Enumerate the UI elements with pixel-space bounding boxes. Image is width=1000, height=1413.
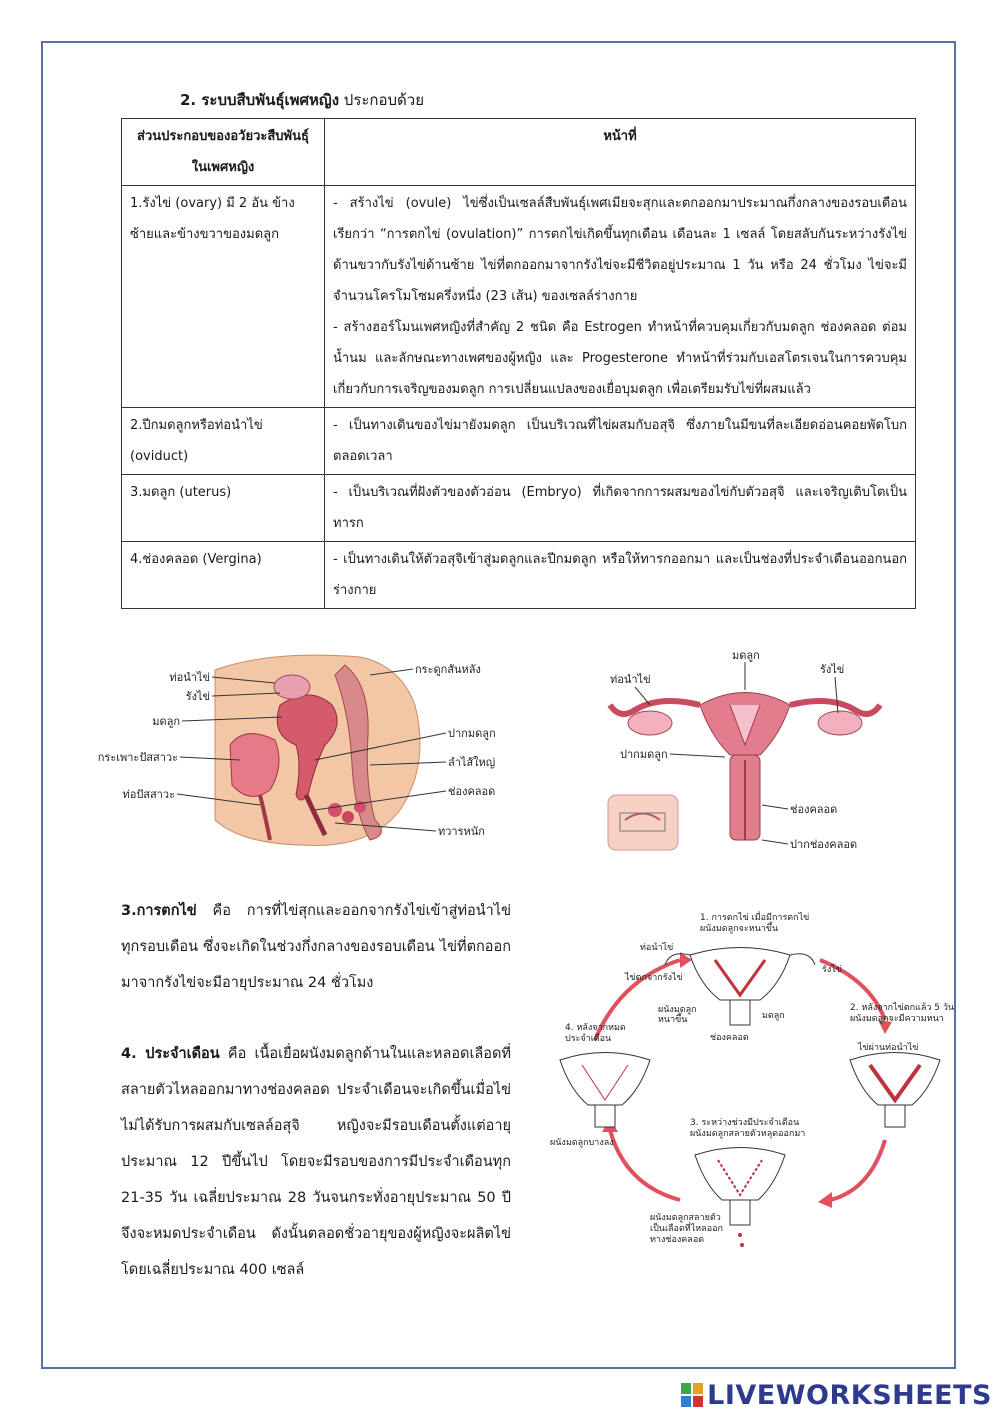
liveworksheets-logo (681, 1380, 992, 1411)
step-1-sub: ผนังมดลูกจะหนาขึ้น (700, 924, 779, 934)
ovulation-paragraph (121, 893, 511, 1001)
menstruation-body: คือ เนื้อเยื่อผนังมดลูกด้านในและหลอดเลือดที่สลายตัวไหลออกมาทางช่องคลอด ประจำเดือนจะเกิดขึ้นเมื่อไข่ไม่ได้รับการผสมกับเซลล์อสุจิ หญิงจะมีรอบเดือนตั้งแต่อายุประมาณ 12 ปีขึ้นไป โดยจะมีรอบของการมีประจำเดือนทุก 21-35 วัน เฉลี่ยประมาณ 28 วันจนกระทั่งอายุประมาณ 50 ปี จึงจะหมดประจำเดือน ดังนั้นตลอดชั่วอายุของผู้หญิงจะผลิตไข่โดยเฉลี่ยประมาณ 400 เซลล์ (121, 1046, 511, 1278)
menstruation-paragraph (121, 1036, 511, 1288)
section-title (180, 88, 424, 112)
table-row (122, 408, 916, 475)
label-shed-3: ทางช่องคลอด (650, 1235, 705, 1245)
section-title-rest: ประกอบด้วย (339, 91, 424, 109)
step-3-title: 3. ระหว่างช่วงมีประจำเดือน (690, 1118, 800, 1128)
organ-table (121, 118, 916, 609)
label-oviduct-front: ท่อนำไข่ (610, 673, 651, 686)
label-wall-thick: ผนังมดลูก (658, 1005, 697, 1015)
label-urethra: ท่อปัสสาวะ (122, 788, 175, 801)
row-detail (325, 475, 916, 542)
detail-paragraph: - เป็นบริเวณที่ฝังตัวของตัวอ่อน (Embryo) ที่เกิดจากการผสมของไข่กับตัวอสุจิ และเจริญเติบโตเป็นทารก (333, 485, 907, 531)
ovulation-body: คือ การที่ไข่สุกและออกจากรังไข่เข้าสู่ท่อนำไข่ทุกรอบเดือน ซึ่งจะเกิดในช่วงกึ่งกลางของรอบเดือน ไข่ที่ตกออกมาจากรังไข่จะมีอายุประมาณ 24 ชั่วโมง (121, 903, 511, 991)
uterus-stage-4 (560, 1053, 650, 1128)
label-vagina: ช่องคลอด (448, 785, 496, 798)
label-uterus: มดลูก (152, 715, 180, 728)
step-1-title: 1. การตกไข่ เมื่อมีการตกไข่ (700, 913, 810, 923)
label-cervix: ปากมดลูก (448, 727, 496, 740)
row-part: 3.มดลูก (uterus) (122, 475, 325, 542)
menstrual-cycle-diagram (540, 900, 960, 1270)
table-header-row (122, 119, 916, 186)
row-detail (325, 408, 916, 475)
label-cycle-uterus: มดลูก (762, 1011, 785, 1021)
label-cervix-front: ปากมดลูก (620, 748, 668, 761)
label-shed-1: ผนังมดลูกสลายตัว (650, 1213, 721, 1223)
row-detail (325, 542, 916, 609)
section-title-number: 2. ระบบสืบพันธุ์เพศหญิง (180, 91, 340, 109)
step-3-sub: ผนังมดลูกสลายตัวหลุดออกมา (690, 1129, 806, 1139)
label-wall-thin: ผนังมดลูกบางลง (550, 1138, 614, 1148)
label-cycle-oviduct: ท่อนำไข่ (640, 943, 674, 953)
menstruation-title: 4. ประจำเดือน (121, 1046, 220, 1062)
label-oviduct: ท่อนำไข่ (169, 671, 210, 684)
row-part: 4.ช่องคลอด (Vergina) (122, 542, 325, 609)
detail-paragraph: - สร้างไข่ (ovule) ไข่ซึ่งเป็นเซลล์สืบพันธุ์เพศเมียจะสุกและตกออกมาประมาณกึ่งกลางของรอบเดือนเรียกว่า “การตกไข่ (ovulation)” การตกไข่เกิดขึ้นทุกเดือน เดือนละ 1 เซลล์ โดยสลับกันระหว่างรังไข่ด้านขวากับรังไข่ด้านซ้าย ไข่ที่ตกออกมาจากรังไข่จะมีชีวิตอยู่ประมาณ 1 วัน หรือ 24 ชั่วโมง ไข่จะมีจำนวนโครโมโซมครึ่งหนึ่ง (23 เส้น) ของเซลล์ร่างกาย (333, 196, 907, 304)
label-anus: ทวารหนัก (438, 825, 485, 838)
label-ovary-front: รังไข่ (820, 663, 845, 676)
label-egg-to-tube: ไข่ผ่านท่อนำไข่ (858, 1043, 919, 1053)
label-cycle-ovary: รังไข่ (822, 965, 842, 975)
label-vaginal-opening: ปากช่องคลอด (790, 838, 858, 851)
header-part: ส่วนประกอบของอวัยวะสืบพันธุ์ในเพศหญิง (122, 119, 325, 186)
step-4-title: 4. หลังจากหมด (565, 1023, 626, 1033)
label-ovary: รังไข่ (185, 690, 210, 703)
header-function: หน้าที่ (325, 119, 916, 186)
label-egg-release: ไข่ตกจากรังไข่ (625, 973, 683, 983)
detail-paragraph: - เป็นทางเดินของไข่มายังมดลูก เป็นบริเวณที่ไข่ผสมกับอสุจิ ซึ่งภายในมีขนที่ละเอียดอ่อนคอยพัดโบกตลอดเวลา (333, 418, 907, 464)
label-tailbone: กระดูกสันหลัง (415, 663, 481, 676)
sagittal-anatomy-diagram (70, 645, 530, 855)
label-bladder: กระเพาะปัสสาวะ (97, 751, 178, 764)
label-cycle-vagina: ช่องคลอด (710, 1033, 749, 1043)
label-wall-thick-2: หนาขึ้น (658, 1015, 688, 1025)
logo-mark-icon (681, 1383, 703, 1407)
table-row (122, 542, 916, 609)
row-part: 1.รังไข่ (ovary) มี 2 อัน ข้างซ้ายและข้างขวาของมดลูก (122, 186, 325, 408)
step-4-sub: ประจำเดือน (565, 1034, 612, 1044)
step-2-title: 2. หลังจากไข่ตกแล้ว 5 วัน (850, 1003, 955, 1013)
table-row (122, 475, 916, 542)
ovulation-title: 3.การตกไข่ (121, 903, 197, 919)
uterus-stage-2 (850, 1053, 940, 1128)
row-detail (325, 186, 916, 408)
step-2-sub: ผนังมดลูกจะมีความหนา (850, 1014, 944, 1024)
row-part: 2.ปีกมดลูกหรือท่อนำไข่ (oviduct) (122, 408, 325, 475)
logo-text: LIVEWORKSHEETS (707, 1380, 992, 1411)
detail-paragraph: - สร้างฮอร์โมนเพศหญิงที่สำคัญ 2 ชนิด คือ Estrogen ทำหน้าที่ควบคุมเกี่ยวกับมดลูก ช่องคลอด ต่อมน้ำนม และลักษณะทางเพศของผู้หญิง และ Progesterone ทำหน้าที่ร่วมกับเอสโตรเจนในการควบคุมเกี่ยวกับการเจริญของมดลูก การเปลี่ยนแปลงของเยื่อบุมดลูก เพื่อเตรียมรับไข่ที่ผสมแล้ว (333, 320, 907, 397)
label-large-intestine: ลำไส้ใหญ่ (448, 756, 496, 769)
label-uterus-front: มดลูก (732, 649, 760, 662)
label-vagina-front: ช่องคลอด (790, 803, 838, 816)
frontal-anatomy-diagram (580, 645, 910, 860)
label-shed-2: เป็นเลือดที่ไหลออก (650, 1224, 723, 1234)
detail-paragraph: - เป็นทางเดินให้ตัวอสุจิเข้าสู่มดลูกและปีกมดลูก หรือให้ทารกออกมา และเป็นช่องที่ประจำเดือนออกนอกร่างกาย (333, 552, 907, 598)
table-row (122, 186, 916, 408)
